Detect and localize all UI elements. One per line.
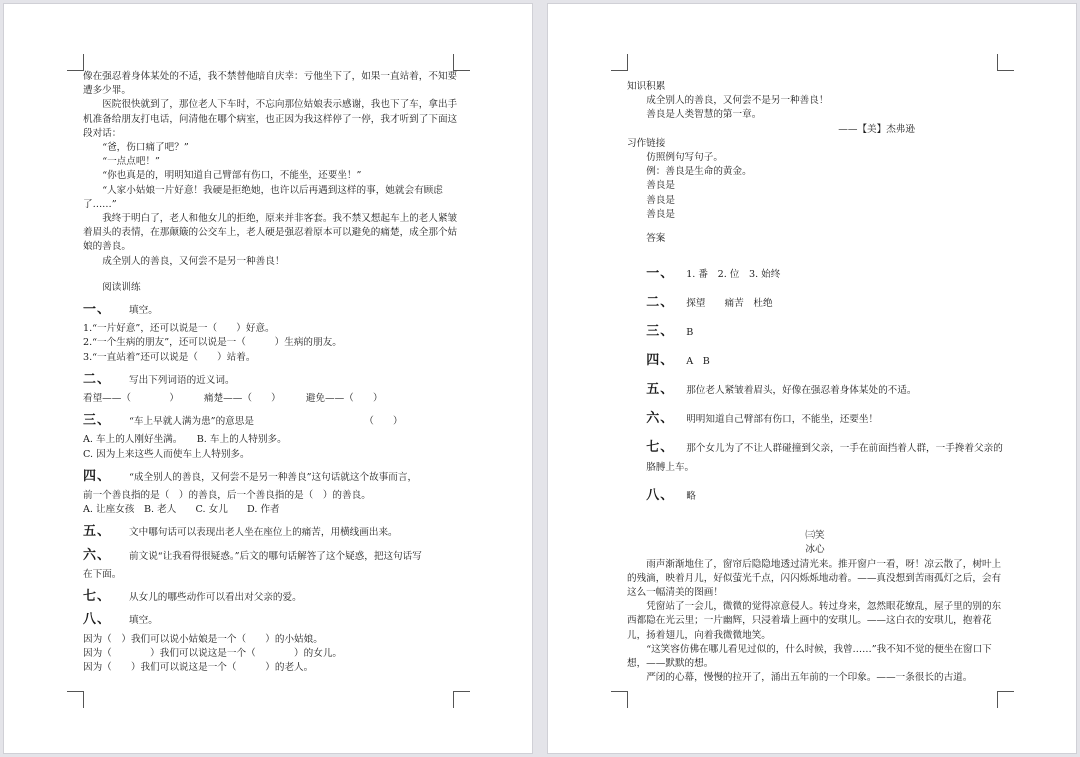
question-line: 因为（ ）我们可以说这是一个（ ）的老人。 — [83, 661, 314, 673]
crop-mark-top-left — [611, 54, 628, 71]
answer-number: 四、 — [646, 353, 675, 369]
crop-mark-bottom-left — [611, 691, 628, 708]
question-1 — [83, 303, 459, 318]
answer-item — [627, 351, 1003, 371]
question-line: 前一个善良指的是（ ）的善良，后一个善良指的是（ ）的善良。 — [83, 490, 371, 502]
answer-text: 那位老人紧皱着眉头，好像在强忍着身体某处的不适。 — [686, 385, 917, 397]
right-page-content — [627, 80, 1003, 685]
answer-text: 那个女儿为了不让人群碰撞到父亲，一手在前面挡着人群，一手搀着父亲的胳膊上车。 — [646, 443, 1003, 474]
answer-item — [627, 380, 1003, 400]
crop-mark-bottom-right — [453, 691, 470, 708]
practice-line: 善良是 — [646, 180, 675, 192]
left-page-content — [83, 70, 459, 675]
paragraph: 我终于明白了，老人和他女儿的拒绝，原来并非客套。我不禁又想起车上的老人紧皱着眉头的表情，在那颠簸的公交车上，老人硬是强忍着原本可以避免的痛楚，成全那个姑娘的善良。 — [83, 213, 458, 253]
answer-number: 三、 — [646, 324, 675, 340]
paragraph: 医院很快就到了，那位老人下车时，不忘向那位姑娘表示感谢，我也下了车，拿出手机准备给朋友打电话，问清他在哪个病室，也正因为我这样停了一停，我才听到了下面这段对话： — [83, 99, 458, 139]
paragraph: 成全别人的善良，又何尝不是另一种善良！ — [102, 255, 285, 267]
question-line: 因为（ ）我们可以说小姑娘是一个（ ）的小姑娘。 — [83, 633, 323, 645]
answer-text: 略 — [686, 491, 696, 503]
question-8 — [83, 613, 459, 628]
answer-item — [627, 409, 1003, 429]
crop-mark-bottom-right — [997, 691, 1014, 708]
answer-text: 明明知道自己臂部有伤口，不能坐，还要坐！ — [686, 414, 879, 426]
question-number: 二、 — [83, 371, 112, 387]
paragraph: 像在强忍着身体某处的不适，我不禁替他暗自庆幸：亏他坐下了，如果一直站着，不知要遭多少罪。 — [83, 71, 458, 97]
answer-number: 六、 — [646, 411, 675, 427]
section-title: 习作链接 — [627, 137, 666, 149]
vocab-item: 痛楚——（ ） — [204, 393, 281, 405]
answer-text: A B — [686, 356, 710, 368]
question-2 — [83, 373, 459, 388]
question-number: 七、 — [83, 589, 112, 605]
answer-item — [627, 438, 1003, 477]
question-title: 从女儿的哪些动作可以看出对父亲的爱。 — [129, 592, 302, 604]
answer-item — [627, 293, 1003, 313]
answer-item — [627, 264, 1003, 284]
question-title: 填空。 — [129, 615, 158, 627]
question-5 — [83, 525, 459, 540]
story-paragraph: 凭窗站了一会儿，微微的觉得凉意侵人。转过身来，忽然眼花缭乱，屋子里的别的东西都隐在光云里；一片幽辉，只浸着墙上画中的安琪儿。——这白衣的安琪儿，抱着花儿，扬着翅儿，向着我微微地笑。 — [627, 601, 1002, 641]
story-paragraph: “这笑容仿佛在哪儿看见过似的，什么时候，我曾……”我不知不觉的便坐在窗口下想，——默默的想。 — [627, 643, 992, 670]
practice-line: 善良是 — [646, 208, 675, 220]
question-title: “车上早就人满为患”的意思是 （ ） — [129, 416, 403, 428]
dialogue-line: “爸，伤口痛了吧？” — [102, 142, 189, 154]
document-page-left — [4, 4, 532, 753]
answer-number: 五、 — [646, 382, 675, 398]
option-line: A. 让座女孩 B. 老人 C. 女儿 D. 作者 — [83, 504, 280, 516]
question-4 — [83, 470, 459, 485]
question-title: 文中哪句话可以表现出老人坐在座位上的痛苦，用横线画出来。 — [129, 527, 398, 539]
question-number: 四、 — [83, 468, 112, 484]
question-7 — [83, 590, 459, 605]
practice-line: 例：善良是生命的黄金。 — [646, 166, 752, 178]
answer-number: 二、 — [646, 295, 675, 311]
question-line: 1.“一片好意”，还可以说是一（ ）好意。 — [83, 323, 275, 335]
answer-item — [627, 322, 1003, 342]
question-number: 五、 — [83, 524, 112, 540]
question-number: 一、 — [83, 302, 112, 318]
option-line: A. 车上的人刚好坐满。 B. 车上的人特别多。 — [83, 434, 287, 446]
question-line: 在下面。 — [83, 568, 122, 580]
practice-line: 仿照例句写句子。 — [646, 152, 723, 164]
vocab-item: 看望——（ ） — [83, 393, 179, 405]
question-line: 2.“一个生病的朋友”，还可以说是一（ ）生病的朋友。 — [83, 337, 342, 349]
vocab-item: 避免——（ ） — [305, 393, 383, 405]
question-line: 3.“一直站着”还可以说是（ ）站着。 — [83, 351, 256, 363]
section-title: 知识积累 — [627, 81, 666, 92]
vocab-row — [83, 392, 459, 406]
dialogue-line: “你也真是的，明明知道自己臂部有伤口，不能坐，还要坐！” — [102, 170, 362, 182]
question-title: “成全别人的善良，又何尝不是另一种善良”这句话就这个故事而言， — [129, 471, 418, 483]
dialogue-line: “一点点吧！” — [102, 156, 160, 168]
question-number: 六、 — [83, 547, 112, 563]
knowledge-line: 善良是人类智慧的第一章。 — [646, 109, 762, 121]
question-number: 三、 — [83, 413, 112, 429]
dialogue-line: “人家小姑娘一片好意！我硬是拒绝她，也许以后再遇到这样的事，她就会有顾虑了……” — [83, 184, 443, 210]
answer-item — [627, 486, 1003, 506]
answer-number: 八、 — [646, 488, 675, 504]
question-6 — [83, 549, 459, 564]
answer-text: B — [686, 327, 694, 339]
option-line: C. 因为上来这些人而使车上人特别多。 — [83, 448, 250, 460]
story-author: 冰心 — [805, 544, 825, 556]
knowledge-line: 成全别人的善良，又何尝不是另一种善良！ — [646, 95, 829, 107]
document-page-right — [548, 4, 1076, 753]
practice-line: 善良是 — [646, 194, 675, 206]
story-paragraph: 雨声渐渐地住了，窗帘后隐隐地透过清光来。推开窗户一看，呀！凉云散了，树叶上的残滴，映着月儿，好似萤光千点，闪闪烁烁地动着。——真没想到苦雨孤灯之后，会有这么一幅清美的图画！ — [627, 558, 1002, 599]
question-number: 八、 — [83, 612, 112, 628]
section-title: 阅读训练 — [102, 281, 141, 293]
question-title: 填空。 — [129, 305, 158, 317]
question-title: 写出下列词语的近义词。 — [129, 374, 235, 386]
crop-mark-top-right — [997, 54, 1014, 71]
crop-mark-top-left — [67, 54, 84, 71]
question-3 — [83, 414, 459, 429]
story-paragraph: 严闭的心幕，慢慢的拉开了，涌出五年前的一个印象。——一条很长的古道。 — [646, 672, 973, 684]
answer-text: 1. 番 2. 位 3. 始终 — [686, 269, 781, 281]
question-line: 因为（ ）我们可以说这是一个（ ）的女儿。 — [83, 647, 343, 659]
answer-number: 一、 — [646, 266, 675, 282]
crop-mark-top-right — [453, 54, 470, 71]
answer-number: 七、 — [646, 440, 675, 456]
question-title: 前文说“让我看得很疑惑。”后文的哪句话解答了这个疑惑，把这句话写 — [129, 550, 422, 562]
attribution: ——【美】杰弗逊 — [838, 123, 915, 135]
answers-title: 答案 — [646, 233, 666, 245]
answer-text: 探望 痛苦 杜绝 — [686, 298, 773, 310]
crop-mark-bottom-left — [67, 691, 84, 708]
story-title: ㈢笑 — [805, 530, 825, 542]
